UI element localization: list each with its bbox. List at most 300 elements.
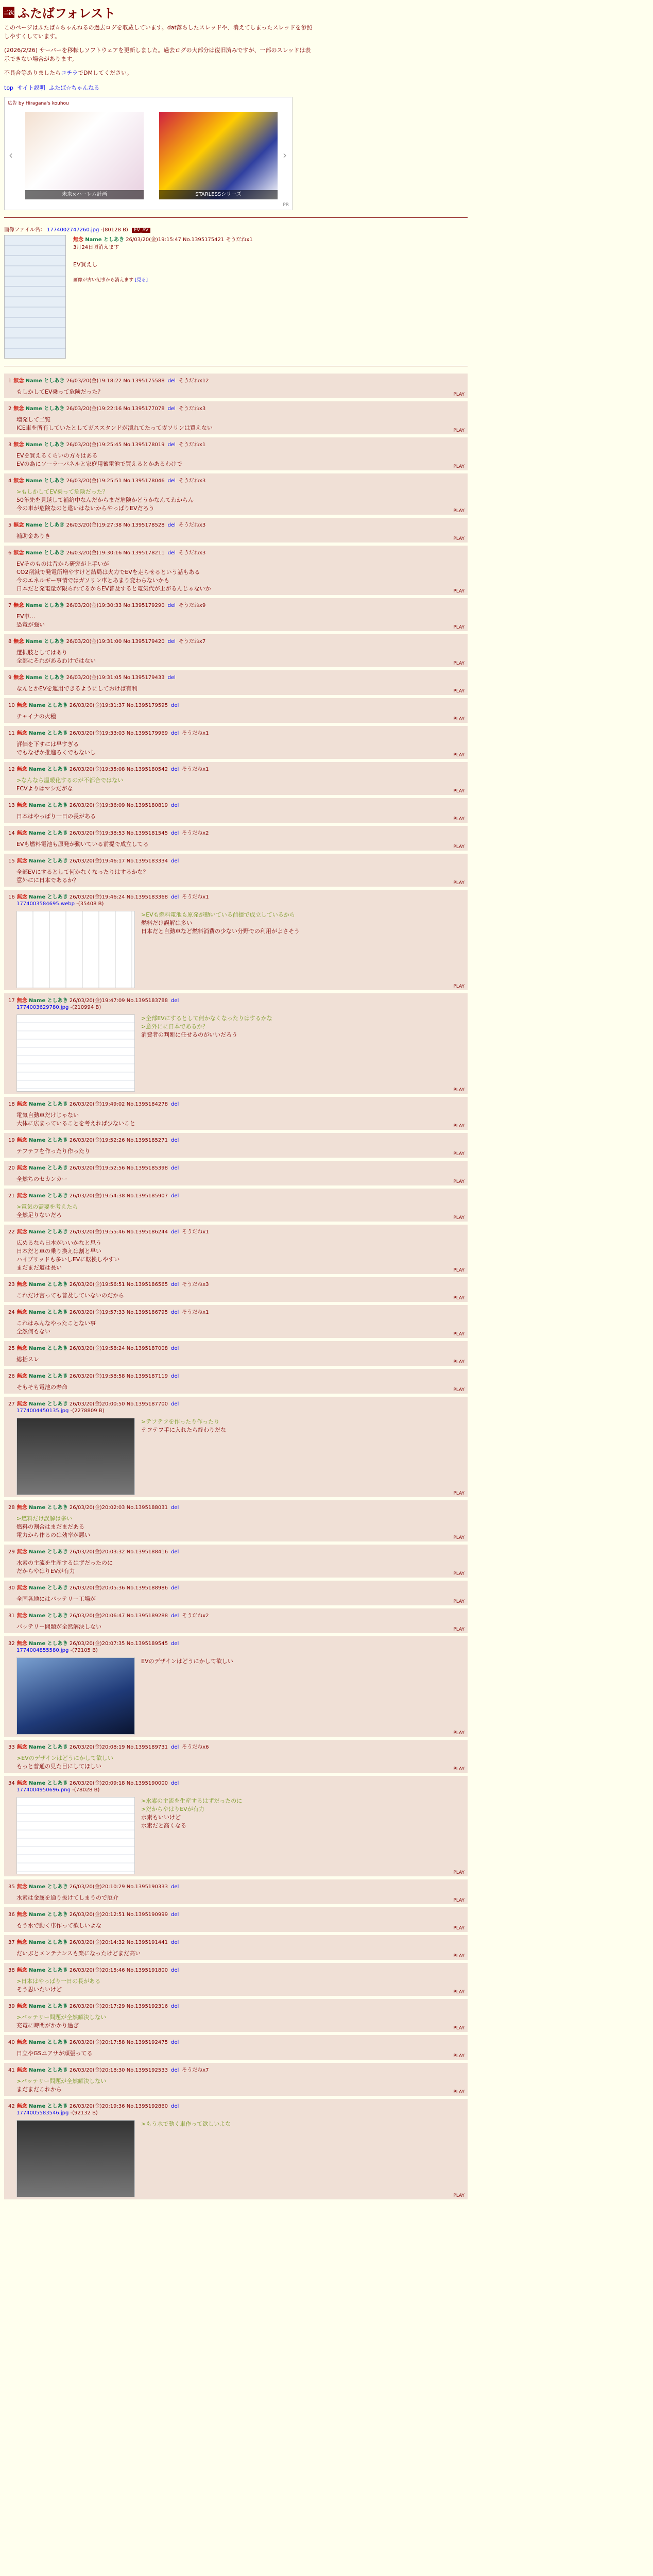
- post-date: 26/03/20(金)20:17:58: [69, 2040, 125, 2045]
- sodane-button[interactable]: そうだねx1: [182, 1310, 209, 1315]
- reply-file-link[interactable]: 1774003629780.jpg: [16, 1005, 69, 1010]
- reply-index: 23: [8, 1282, 15, 1287]
- text-line: 充電に時間がかかり過ぎ: [16, 2022, 79, 2029]
- del-link[interactable]: del: [167, 639, 176, 645]
- post-number[interactable]: No.1395181545: [126, 831, 168, 836]
- reply-file-link[interactable]: 1774003584695.webp: [16, 901, 75, 907]
- text-line: 電力から作るのは効率が悪い: [16, 1532, 90, 1538]
- del-link[interactable]: del: [170, 2104, 179, 2109]
- reply-header: [8, 1611, 463, 1619]
- post-date: 26/03/20(金)19:46:17: [69, 858, 125, 864]
- poster-name: Name としあき: [28, 858, 68, 864]
- post-title: 無念: [16, 1310, 27, 1315]
- text-line: そう思いたいけど: [16, 1986, 62, 1993]
- reply-header: [8, 520, 463, 528]
- post-number[interactable]: No.1395186565: [126, 1282, 168, 1287]
- post-number[interactable]: No.1395191441: [126, 1940, 168, 1945]
- poster-name: Name としあき: [28, 767, 68, 772]
- post-number[interactable]: No.1395183368: [126, 894, 168, 900]
- play-button[interactable]: PLAY: [453, 625, 465, 630]
- del-link[interactable]: del: [167, 406, 176, 412]
- post-number[interactable]: No.1395183788: [126, 998, 168, 1004]
- reply-header: [8, 728, 463, 736]
- play-button[interactable]: PLAY: [453, 1268, 465, 1273]
- del-link[interactable]: del: [170, 1884, 179, 1890]
- post-number[interactable]: No.1395187008: [126, 1346, 168, 1351]
- play-button[interactable]: PLAY: [453, 1767, 465, 1772]
- quote-line: >だからやはりEVが有力: [141, 1806, 204, 1812]
- play-button[interactable]: PLAY: [453, 1387, 465, 1393]
- reply-header: [8, 673, 463, 681]
- text-line: もっと普通の見た目にしてほしい: [16, 1763, 101, 1770]
- reply-post: [4, 1225, 468, 1274]
- post-number[interactable]: No.1395189545: [126, 1641, 168, 1647]
- ad-image-left[interactable]: [25, 112, 144, 199]
- ad-image-right[interactable]: [159, 112, 278, 199]
- reply-text: [16, 776, 123, 793]
- del-link[interactable]: del: [170, 1940, 179, 1945]
- reply-index: 32: [8, 1641, 15, 1647]
- reply-thumbnail[interactable]: [16, 911, 135, 988]
- play-button[interactable]: PLAY: [453, 1215, 465, 1221]
- play-button[interactable]: PLAY: [453, 2026, 465, 2031]
- post-title: 無念: [13, 478, 24, 484]
- post-number[interactable]: No.1395178019: [123, 442, 165, 448]
- post-title: 無念: [16, 2040, 27, 2045]
- play-button[interactable]: PLAY: [453, 789, 465, 794]
- post-date: 26/03/20(金)20:19:36: [69, 2104, 125, 2109]
- site-logo[interactable]: 二次: [3, 7, 14, 18]
- play-button[interactable]: PLAY: [453, 1627, 465, 1632]
- play-button[interactable]: PLAY: [453, 464, 465, 469]
- reply-header: [8, 1965, 463, 1973]
- reply-header: [8, 1227, 463, 1235]
- poster-name: Name としあき: [28, 1165, 68, 1171]
- text-line: CO2削減で発電所増やすけど結局は火力でEVを走らせるという話もある: [16, 569, 200, 575]
- reply-thumbnail[interactable]: [16, 2120, 135, 2197]
- post-number[interactable]: No.1395177078: [123, 406, 165, 412]
- post-title: 無念: [16, 2067, 27, 2073]
- sodane-button[interactable]: そうだねx7: [178, 639, 206, 645]
- post-number[interactable]: No.1395188031: [126, 1505, 168, 1511]
- post-title: 無念: [16, 1229, 27, 1235]
- op-file-link[interactable]: 1774002747260.jpg: [47, 227, 99, 233]
- quote-line: >なんなら温暖化するのが不都合ではない: [16, 777, 124, 784]
- nav-about-link[interactable]: サイト説明: [17, 84, 45, 91]
- del-link[interactable]: del: [170, 894, 179, 900]
- reply-index: 35: [8, 1884, 15, 1890]
- play-button[interactable]: PLAY: [453, 661, 465, 666]
- post-number[interactable]: No.1395175588: [123, 378, 165, 384]
- reply-file-link[interactable]: 1774004950696.png: [16, 1787, 71, 1793]
- post-title: 無念: [13, 550, 24, 556]
- op-thumbnail[interactable]: [4, 235, 66, 359]
- reply-text: [16, 488, 194, 513]
- post-number[interactable]: No.1395179969: [126, 731, 168, 736]
- post-date: 26/03/20(金)20:08:19: [69, 1744, 125, 1750]
- play-button[interactable]: PLAY: [453, 1088, 465, 1093]
- post-number[interactable]: No.1395186795: [126, 1310, 168, 1315]
- text-line: ハイブリッドも多いしEVに転換しやすい: [16, 1256, 120, 1263]
- post-number[interactable]: No.1395189731: [126, 1744, 168, 1750]
- reply-file-link[interactable]: 1774004855580.jpg: [16, 1648, 69, 1653]
- sodane-button[interactable]: そうだねx6: [182, 1744, 209, 1750]
- reply-index: 8: [8, 639, 12, 645]
- file-size: -(72105 B): [70, 1648, 98, 1653]
- reply-post: [4, 2035, 468, 2060]
- del-link[interactable]: del: [170, 998, 179, 1004]
- sodane-button[interactable]: そうだねx1: [182, 767, 209, 772]
- sodane-button[interactable]: そうだねx3: [182, 1282, 209, 1287]
- del-link[interactable]: del: [170, 1282, 179, 1287]
- post-number[interactable]: No.1395192533: [126, 2067, 168, 2073]
- site-title[interactable]: ふたばフォレスト: [18, 6, 116, 21]
- text-line: 全然何もない: [16, 1328, 50, 1335]
- view-link[interactable]: [見る]: [134, 278, 148, 283]
- play-button[interactable]: PLAY: [453, 844, 465, 850]
- play-button[interactable]: PLAY: [453, 589, 465, 594]
- post-title: 無念: [16, 1912, 27, 1918]
- play-button[interactable]: PLAY: [453, 1954, 465, 1959]
- reply-post: [4, 1545, 468, 1578]
- del-link[interactable]: del: [167, 442, 176, 448]
- play-button[interactable]: PLAY: [453, 1870, 465, 1875]
- sodane-button[interactable]: そうだねx1: [182, 731, 209, 736]
- del-link[interactable]: del: [170, 1968, 179, 1973]
- sodane-button[interactable]: そうだねx3: [178, 522, 206, 528]
- play-button[interactable]: PLAY: [453, 1990, 465, 1995]
- reply-thumbnail[interactable]: [16, 1014, 135, 1092]
- reply-header: [8, 1938, 463, 1945]
- post-title: 無念: [16, 1193, 27, 1199]
- reply-file-link[interactable]: 1774004450135.jpg: [16, 1408, 69, 1414]
- reply-header: [8, 1778, 463, 1786]
- del-link[interactable]: del: [170, 858, 179, 864]
- post-title: 無念: [16, 1138, 27, 1143]
- text-line: 日立やGSユアサが頑張ってる: [16, 2050, 93, 2057]
- del-link[interactable]: del: [170, 803, 179, 808]
- reply-text: [16, 1319, 96, 1336]
- poster-name: Name としあき: [28, 703, 68, 708]
- play-button[interactable]: PLAY: [453, 1179, 465, 1184]
- reply-post: [4, 1636, 468, 1737]
- post-number[interactable]: No.1395185907: [126, 1193, 168, 1199]
- op-header: [73, 235, 253, 243]
- play-button[interactable]: PLAY: [453, 509, 465, 514]
- del-link[interactable]: del: [170, 2004, 179, 2009]
- del-link[interactable]: del: [170, 1138, 179, 1143]
- reply-header: [8, 1371, 463, 1379]
- post-date: 26/03/20(金)19:25:51: [66, 478, 122, 484]
- post-title: 無念: [16, 2004, 27, 2009]
- play-button[interactable]: PLAY: [453, 392, 465, 397]
- sodane-button[interactable]: そうだねx3: [178, 406, 206, 412]
- del-link[interactable]: del: [167, 478, 176, 484]
- chevron-right-icon[interactable]: ›: [283, 149, 287, 161]
- reply-text: [16, 2077, 106, 2094]
- sodane-button[interactable]: そうだねx3: [178, 478, 206, 484]
- del-link[interactable]: del: [170, 1781, 179, 1786]
- del-link[interactable]: del: [170, 731, 179, 736]
- reply-index: 21: [8, 1193, 15, 1199]
- reply-post: [4, 762, 468, 795]
- play-button[interactable]: PLAY: [453, 2090, 465, 2095]
- poster-name: Name としあき: [28, 2004, 68, 2009]
- reply-header: [8, 765, 463, 772]
- post-date: 26/03/20(金)20:18:30: [69, 2067, 125, 2073]
- play-button[interactable]: PLAY: [453, 1151, 465, 1157]
- del-link[interactable]: del: [170, 831, 179, 836]
- poster-name: Name としあき: [28, 2104, 68, 2109]
- post-date: 26/03/20(金)19:57:33: [69, 1310, 125, 1315]
- post-number[interactable]: No.1395186244: [126, 1229, 168, 1235]
- text-line: 全国各地にはバッテリー工場が: [16, 1596, 96, 1602]
- sodane-button[interactable]: そうだねx1: [226, 237, 253, 243]
- del-link[interactable]: del: [170, 767, 179, 772]
- post-number[interactable]: No.1395188416: [126, 1549, 168, 1555]
- text-line: 増発して二覧: [16, 416, 50, 423]
- sodane-button[interactable]: そうだねx1: [178, 442, 206, 448]
- text-line: 全部にそれがあるわけではない: [16, 657, 96, 664]
- post-title: 無念: [16, 731, 27, 736]
- poster-name: Name としあき: [28, 1346, 68, 1351]
- text-line: でもなぜか推進ろくでもないし: [16, 749, 96, 756]
- post-number[interactable]: No.1395192475: [126, 2040, 168, 2045]
- del-link[interactable]: del: [170, 1374, 179, 1379]
- post-number[interactable]: No.1395179433: [123, 675, 165, 681]
- play-button[interactable]: PLAY: [453, 536, 465, 541]
- poster-name: Name としあき: [28, 1781, 68, 1786]
- poster-name: Name としあき: [28, 1505, 68, 1511]
- nav-top-link[interactable]: top: [4, 84, 14, 91]
- play-button[interactable]: PLAY: [453, 1332, 465, 1337]
- sodane-button[interactable]: そうだねx1: [182, 1229, 209, 1235]
- reply-text: [141, 1014, 272, 1092]
- contact-link[interactable]: コチラ: [61, 70, 78, 76]
- sodane-button[interactable]: そうだねx2: [182, 831, 209, 836]
- post-number[interactable]: No.1395183334: [126, 858, 168, 864]
- reply-text: [16, 613, 45, 629]
- reply-post: [4, 1133, 468, 1158]
- notice-paragraph-2: (2026/2/26) サーバーを移転しソフトウェアを更新しました。過去ログの大部分は復旧済みですが、一部のスレッドは表示できない場合があります。: [4, 47, 311, 62]
- sodane-button[interactable]: そうだねx7: [182, 2067, 209, 2073]
- play-button[interactable]: PLAY: [453, 1491, 465, 1496]
- reply-post: [4, 1608, 468, 1633]
- post-date: 26/03/20(金)20:02:03: [69, 1505, 125, 1511]
- post-date: 26/03/20(金)19:15:47: [126, 237, 181, 243]
- play-button[interactable]: PLAY: [453, 1535, 465, 1540]
- reply-index: 12: [8, 767, 15, 772]
- play-button[interactable]: PLAY: [453, 817, 465, 822]
- notice-text: 不具合等ありましたら: [4, 70, 61, 76]
- del-link[interactable]: del: [170, 2067, 179, 2073]
- reply-index: 40: [8, 2040, 15, 2045]
- sodane-button[interactable]: そうだねx12: [178, 378, 209, 384]
- nav-futaba-link[interactable]: ふたば☆ちゃんねる: [49, 84, 100, 91]
- play-button[interactable]: PLAY: [453, 984, 465, 989]
- post-number[interactable]: No.1395184278: [126, 1101, 168, 1107]
- play-button[interactable]: PLAY: [453, 717, 465, 722]
- reply-text: [16, 649, 96, 665]
- del-link[interactable]: del: [170, 1346, 179, 1351]
- del-link[interactable]: del: [167, 550, 176, 556]
- play-button[interactable]: PLAY: [453, 880, 465, 886]
- del-link[interactable]: del: [170, 703, 179, 708]
- post-date: 26/03/20(金)20:00:50: [69, 1401, 125, 1407]
- del-link[interactable]: del: [167, 522, 176, 528]
- play-button[interactable]: PLAY: [453, 428, 465, 433]
- reply-thumbnail[interactable]: [16, 1797, 135, 1874]
- reply-text: [16, 2013, 106, 2030]
- post-number[interactable]: No.1395179420: [123, 639, 165, 645]
- reply-index: 38: [8, 1968, 15, 1973]
- reply-thumbnail[interactable]: [16, 1657, 135, 1735]
- poster-name: Name としあき: [25, 406, 65, 412]
- file-size: -(80128 B): [100, 227, 128, 233]
- post-date: 26/03/20(金)19:30:33: [66, 603, 122, 608]
- text-line: バッテリー問題が全然解決しない: [16, 1623, 101, 1630]
- post-title: 無念: [13, 522, 24, 528]
- reply-text: [141, 1797, 242, 1874]
- post-date: 26/03/20(金)19:52:26: [69, 1138, 125, 1143]
- text-line: チャイナの火種: [16, 713, 56, 720]
- post-number[interactable]: No.1395185398: [126, 1165, 168, 1171]
- post-title: 無念: [16, 1346, 27, 1351]
- poster-name: Name としあき: [28, 803, 68, 808]
- reply-post: [4, 726, 468, 759]
- play-button[interactable]: PLAY: [453, 1360, 465, 1365]
- reply-text: [16, 713, 56, 721]
- nav-links: [0, 82, 653, 93]
- del-link[interactable]: del: [170, 1912, 179, 1918]
- reply-text: [16, 560, 211, 593]
- del-link[interactable]: del: [170, 1744, 179, 1750]
- post-title: 無念: [13, 406, 24, 412]
- del-link[interactable]: del: [170, 1401, 179, 1407]
- post-title: 無念: [16, 1101, 27, 1107]
- reply-index: 42: [8, 2104, 15, 2109]
- post-number[interactable]: No.1395180819: [126, 803, 168, 808]
- poster-name: Name としあき: [28, 1940, 68, 1945]
- del-link[interactable]: del: [170, 1165, 179, 1171]
- post-number[interactable]: No.1395178211: [123, 550, 165, 556]
- play-button[interactable]: PLAY: [453, 1926, 465, 1931]
- poster-name: Name としあき: [25, 478, 65, 484]
- play-button[interactable]: PLAY: [453, 1296, 465, 1301]
- reply-thumbnail[interactable]: [16, 1418, 135, 1495]
- del-link[interactable]: del: [167, 603, 176, 608]
- play-button[interactable]: PLAY: [453, 753, 465, 758]
- post-date: 26/03/20(金)19:30:16: [66, 550, 122, 556]
- post-number[interactable]: No.1395189288: [126, 1613, 168, 1619]
- post-number[interactable]: No.1395178046: [123, 478, 165, 484]
- reply-file-link[interactable]: 1774005583546.jpg: [16, 2110, 69, 2116]
- post-number[interactable]: No.1395175421: [183, 237, 225, 243]
- post-number[interactable]: No.1395187119: [126, 1374, 168, 1379]
- poster-name: Name としあき: [28, 894, 68, 900]
- text-line: 選択肢としてはあり: [16, 649, 67, 656]
- sodane-button[interactable]: そうだねx1: [182, 894, 209, 900]
- reply-header: [8, 1882, 463, 1890]
- reply-index: 18: [8, 1101, 15, 1107]
- reply-post: [4, 401, 468, 434]
- reply-index: 7: [8, 603, 12, 608]
- reply-index: 41: [8, 2067, 15, 2073]
- reply-text: [16, 1623, 101, 1631]
- text-line: 水素だと高くなる: [141, 1822, 186, 1829]
- del-link[interactable]: del: [170, 1101, 179, 1107]
- del-link[interactable]: del: [170, 1549, 179, 1555]
- del-link[interactable]: del: [170, 1229, 179, 1235]
- play-button[interactable]: PLAY: [453, 689, 465, 694]
- post-number[interactable]: No.1395190333: [126, 1884, 168, 1890]
- del-link[interactable]: del: [170, 1641, 179, 1647]
- del-link[interactable]: del: [167, 675, 176, 681]
- sodane-button[interactable]: そうだねx2: [182, 1613, 209, 1619]
- play-button[interactable]: PLAY: [453, 2193, 465, 2198]
- reply-post: [4, 1776, 468, 1876]
- del-link[interactable]: del: [170, 1613, 179, 1619]
- post-number[interactable]: No.1395190999: [126, 1912, 168, 1918]
- post-number[interactable]: No.1395185271: [126, 1138, 168, 1143]
- del-link[interactable]: del: [170, 1310, 179, 1315]
- play-button[interactable]: PLAY: [453, 1599, 465, 1604]
- post-number[interactable]: No.1395192316: [126, 2004, 168, 2009]
- file-size: -(210994 B): [70, 1005, 101, 1010]
- post-title: 無念: [16, 2104, 27, 2109]
- play-button[interactable]: PLAY: [453, 1124, 465, 1129]
- post-number[interactable]: No.1395178528: [123, 522, 165, 528]
- play-button[interactable]: PLAY: [453, 1571, 465, 1577]
- op-file-info: [4, 225, 649, 233]
- post-date: 26/03/20(金)19:18:22: [66, 378, 122, 384]
- del-link[interactable]: del: [170, 2040, 179, 2045]
- del-link[interactable]: del: [170, 1585, 179, 1591]
- post-number[interactable]: No.1395188986: [126, 1585, 168, 1591]
- play-button[interactable]: PLAY: [453, 1731, 465, 1736]
- play-button[interactable]: PLAY: [453, 1898, 465, 1903]
- reply-index: 25: [8, 1346, 15, 1351]
- post-date: 26/03/20(金)20:12:51: [69, 1912, 125, 1918]
- text-line: EVも燃料電池も原発が動いている前提で成立してる: [16, 841, 149, 848]
- del-link[interactable]: del: [170, 1505, 179, 1511]
- del-link[interactable]: del: [170, 1193, 179, 1199]
- poster-name: Name としあき: [28, 1229, 68, 1235]
- sodane-button[interactable]: そうだねx3: [178, 550, 206, 556]
- post-number[interactable]: No.1395192860: [126, 2104, 168, 2109]
- post-number[interactable]: No.1395179595: [126, 703, 168, 708]
- del-link[interactable]: del: [167, 378, 176, 384]
- post-number[interactable]: No.1395191800: [126, 1968, 168, 1973]
- sodane-button[interactable]: そうだねx9: [178, 603, 206, 608]
- reply-post: [4, 1277, 468, 1302]
- quote-line: >バッテリー問題が全然解決しない: [16, 2078, 107, 2084]
- reply-post: [4, 598, 468, 631]
- poster-name: Name としあき: [25, 639, 65, 645]
- play-button[interactable]: PLAY: [453, 2054, 465, 2059]
- reply-index: 24: [8, 1310, 15, 1315]
- chevron-left-icon[interactable]: ‹: [9, 149, 13, 161]
- post-number[interactable]: No.1395190000: [126, 1781, 168, 1786]
- reply-header: [8, 892, 463, 900]
- post-number[interactable]: No.1395180542: [126, 767, 168, 772]
- reply-text: [16, 532, 50, 540]
- reply-index: 5: [8, 522, 12, 528]
- post-date: 26/03/20(金)19:36:09: [69, 803, 125, 808]
- post-number[interactable]: No.1395179290: [123, 603, 165, 608]
- post-number[interactable]: No.1395187700: [126, 1401, 168, 1407]
- quote-line: >水素の主流を生産するはずだったのに: [141, 1798, 243, 1804]
